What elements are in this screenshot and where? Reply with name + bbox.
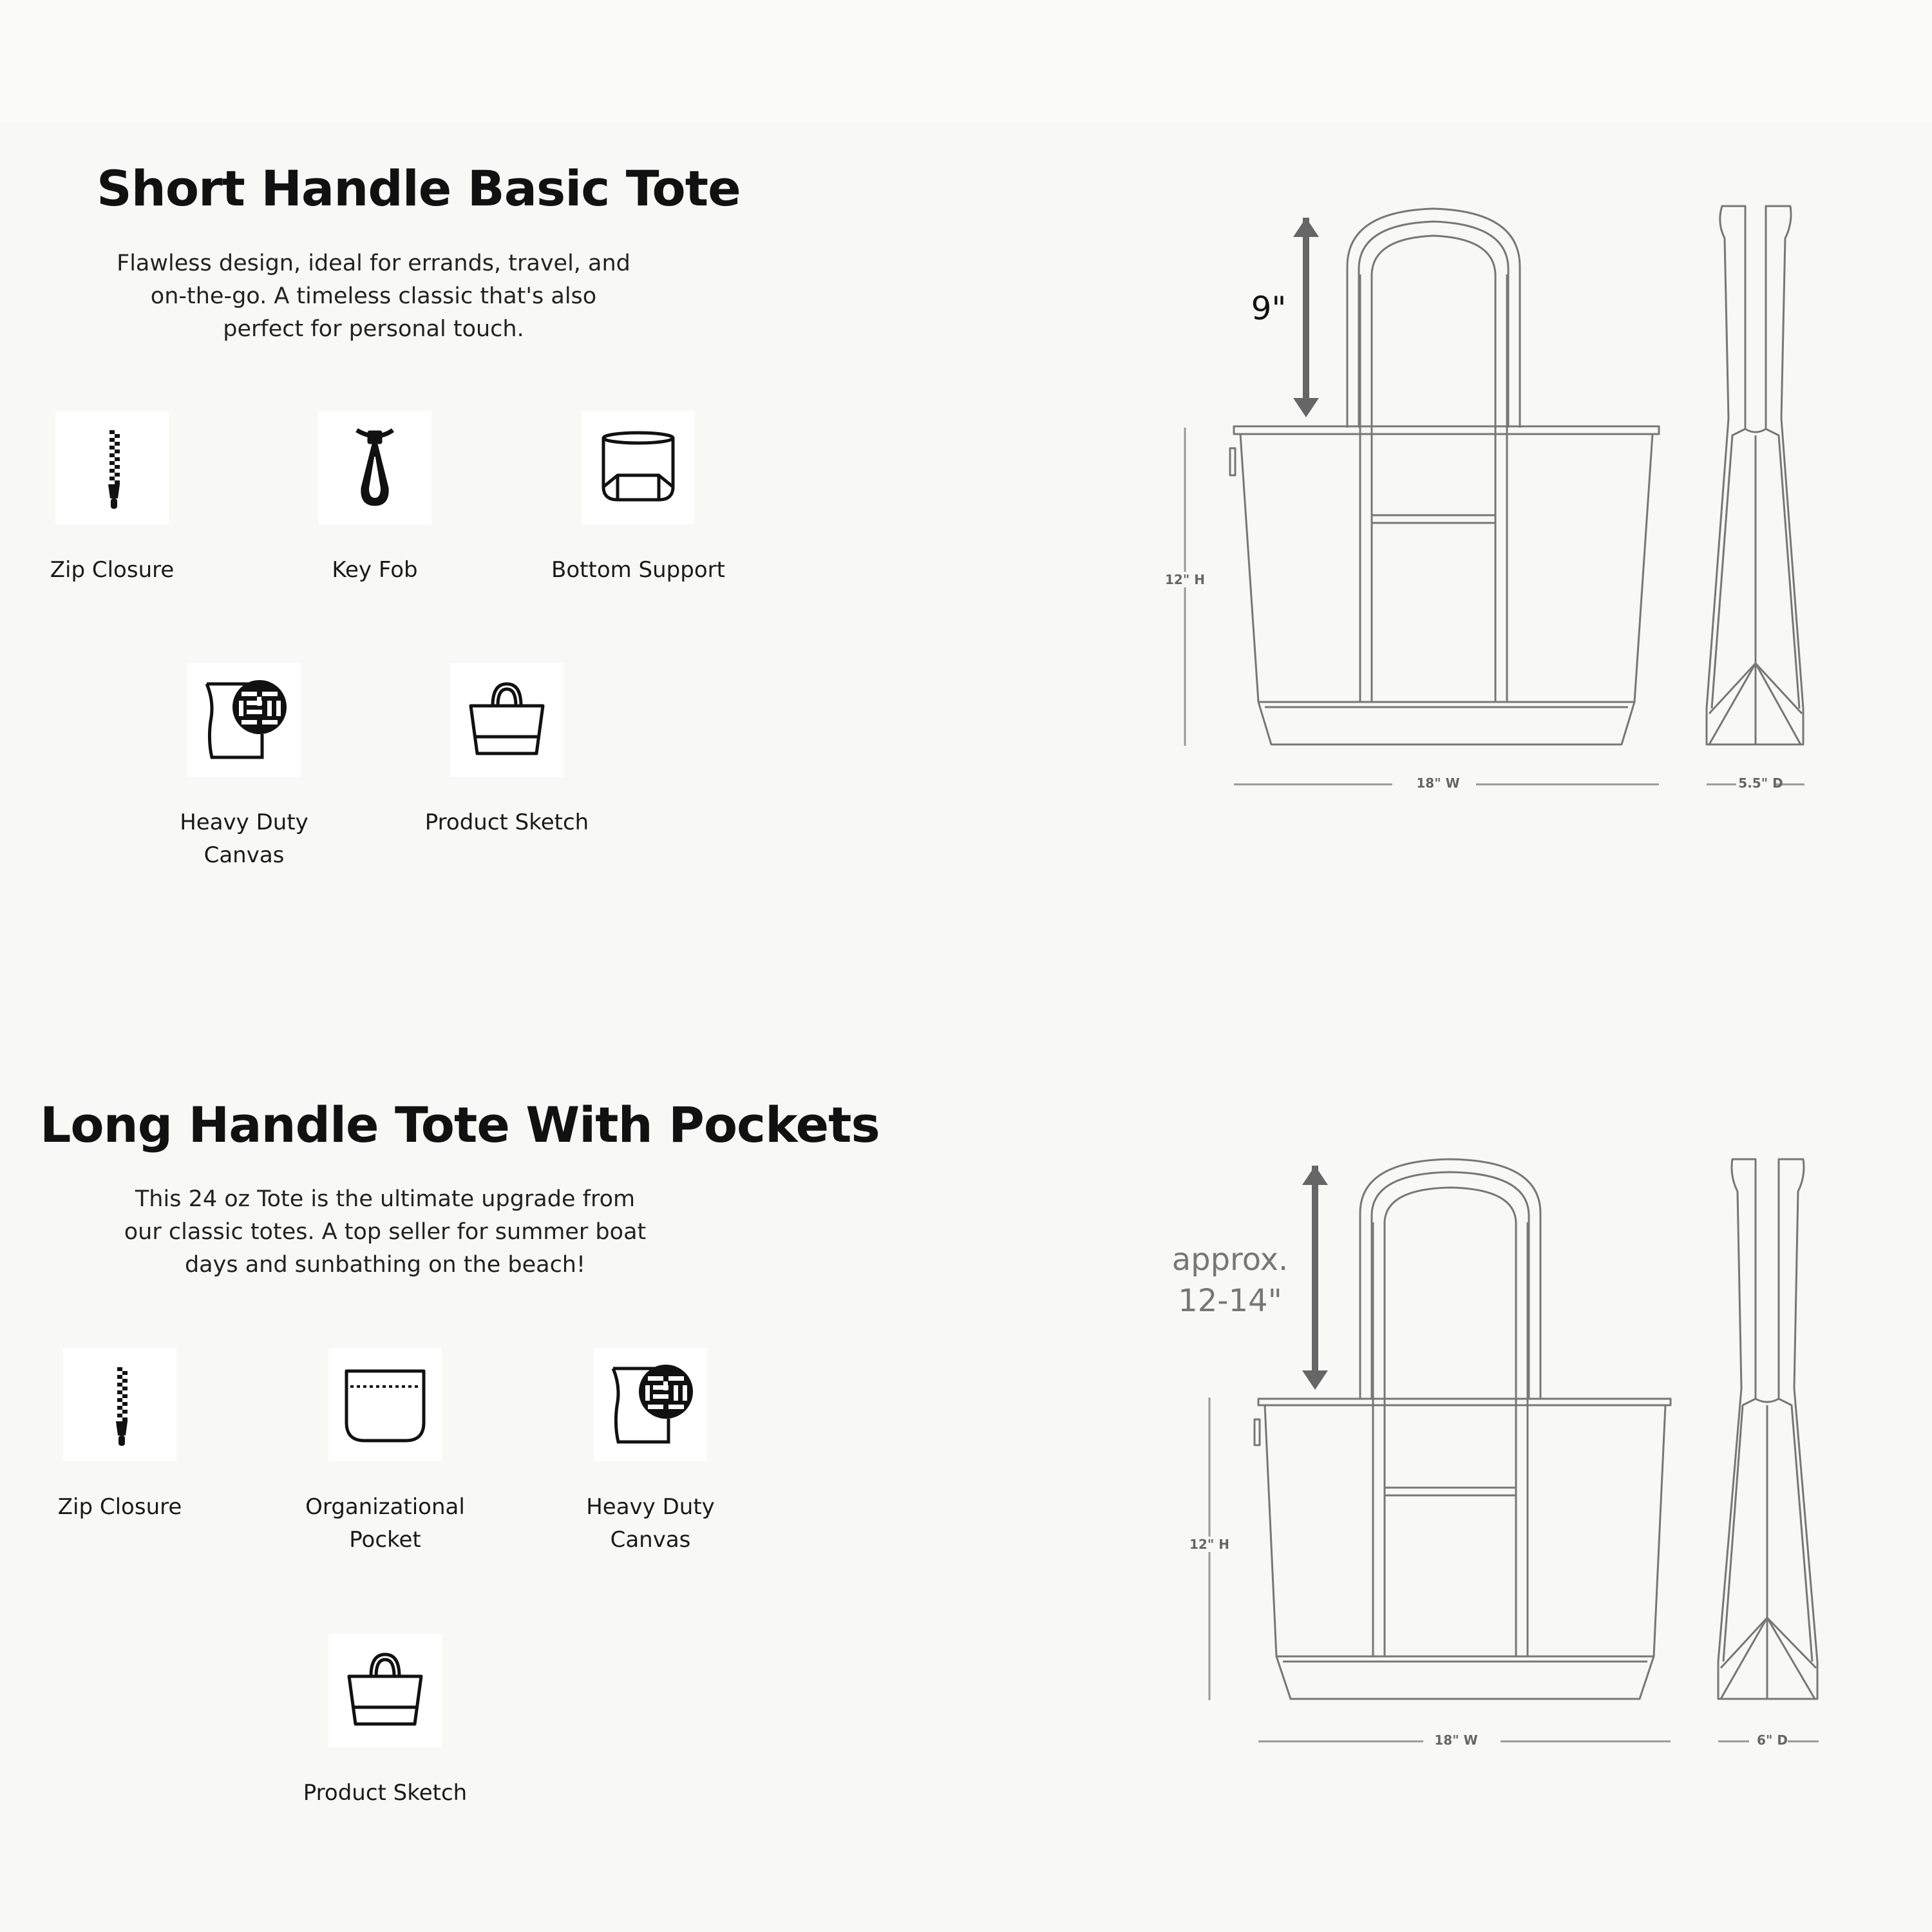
feature-label: Heavy Duty Canvas	[180, 810, 308, 868]
feature-product-sketch	[289, 1634, 482, 1810]
zipper-icon	[63, 1348, 176, 1461]
feature-organizational-pocket	[289, 1348, 482, 1557]
feature-label: Organizational Pocket	[305, 1494, 465, 1553]
feature-label: Zip Closure	[50, 557, 175, 583]
feature-product-sketch	[410, 663, 603, 839]
feature-heavy-duty-canvas	[147, 663, 341, 872]
feature-zip-closure	[23, 1348, 216, 1524]
depth-dimension-label: 5.5" D	[1738, 775, 1783, 791]
tote-bag-icon	[450, 663, 564, 777]
depth-dimension-label: 6" D	[1757, 1732, 1788, 1748]
feature-heavy-duty-canvas	[554, 1348, 747, 1557]
feature-label: Heavy Duty Canvas	[586, 1494, 715, 1553]
feature-label: Bottom Support	[551, 557, 725, 583]
feature-label: Product Sketch	[303, 1780, 468, 1806]
handle-inner	[1372, 236, 1495, 702]
product-description: Flawless design, ideal for errands, travel, and on-the-go. A timeless classic that's also perfect for personal touch.	[117, 251, 630, 342]
product-description: This 24 oz Tote is the ultimate upgrade from our classic totes. A top seller for summer boat days and sunbathing on the beach!	[124, 1186, 647, 1278]
handle-height-arrow	[1302, 1166, 1328, 1390]
product-section-long-handle	[0, 966, 1932, 1932]
feature-label: Product Sketch	[424, 810, 589, 835]
handle-height-label: 9"	[1251, 290, 1287, 327]
height-dimension-label: 12" H	[1159, 572, 1211, 587]
tote-dimension-diagram	[1146, 193, 1855, 811]
key-fob-icon	[318, 411, 431, 524]
handle-outer	[1347, 209, 1520, 428]
zipper-icon	[55, 411, 169, 524]
feature-label: Zip Closure	[57, 1494, 182, 1520]
width-dimension-label: 18" W	[1434, 1732, 1478, 1748]
bag-rim	[1234, 426, 1659, 434]
bottom-support-icon	[582, 411, 695, 524]
canvas-weave-icon	[187, 663, 301, 777]
feature-key-fob	[278, 411, 471, 587]
width-dimension-label: 18" W	[1416, 775, 1460, 791]
feature-zip-closure	[15, 411, 209, 587]
height-dimension-label: 12" H	[1184, 1537, 1235, 1552]
feature-label: Key Fob	[332, 557, 418, 583]
feature-bottom-support	[542, 411, 735, 587]
canvas-weave-icon	[594, 1348, 707, 1461]
handle-height-label	[1159, 1239, 1301, 1321]
pocket-icon	[328, 1348, 442, 1461]
handle-height-label-line2: 12-14"	[1178, 1283, 1282, 1319]
product-title: Long Handle Tote With Pockets	[40, 1096, 880, 1153]
tote-bag-icon	[328, 1634, 442, 1747]
product-title: Short Handle Basic Tote	[97, 160, 741, 217]
handle-height-label-line1: approx.	[1171, 1242, 1289, 1278]
bag-bottom	[1258, 702, 1634, 744]
